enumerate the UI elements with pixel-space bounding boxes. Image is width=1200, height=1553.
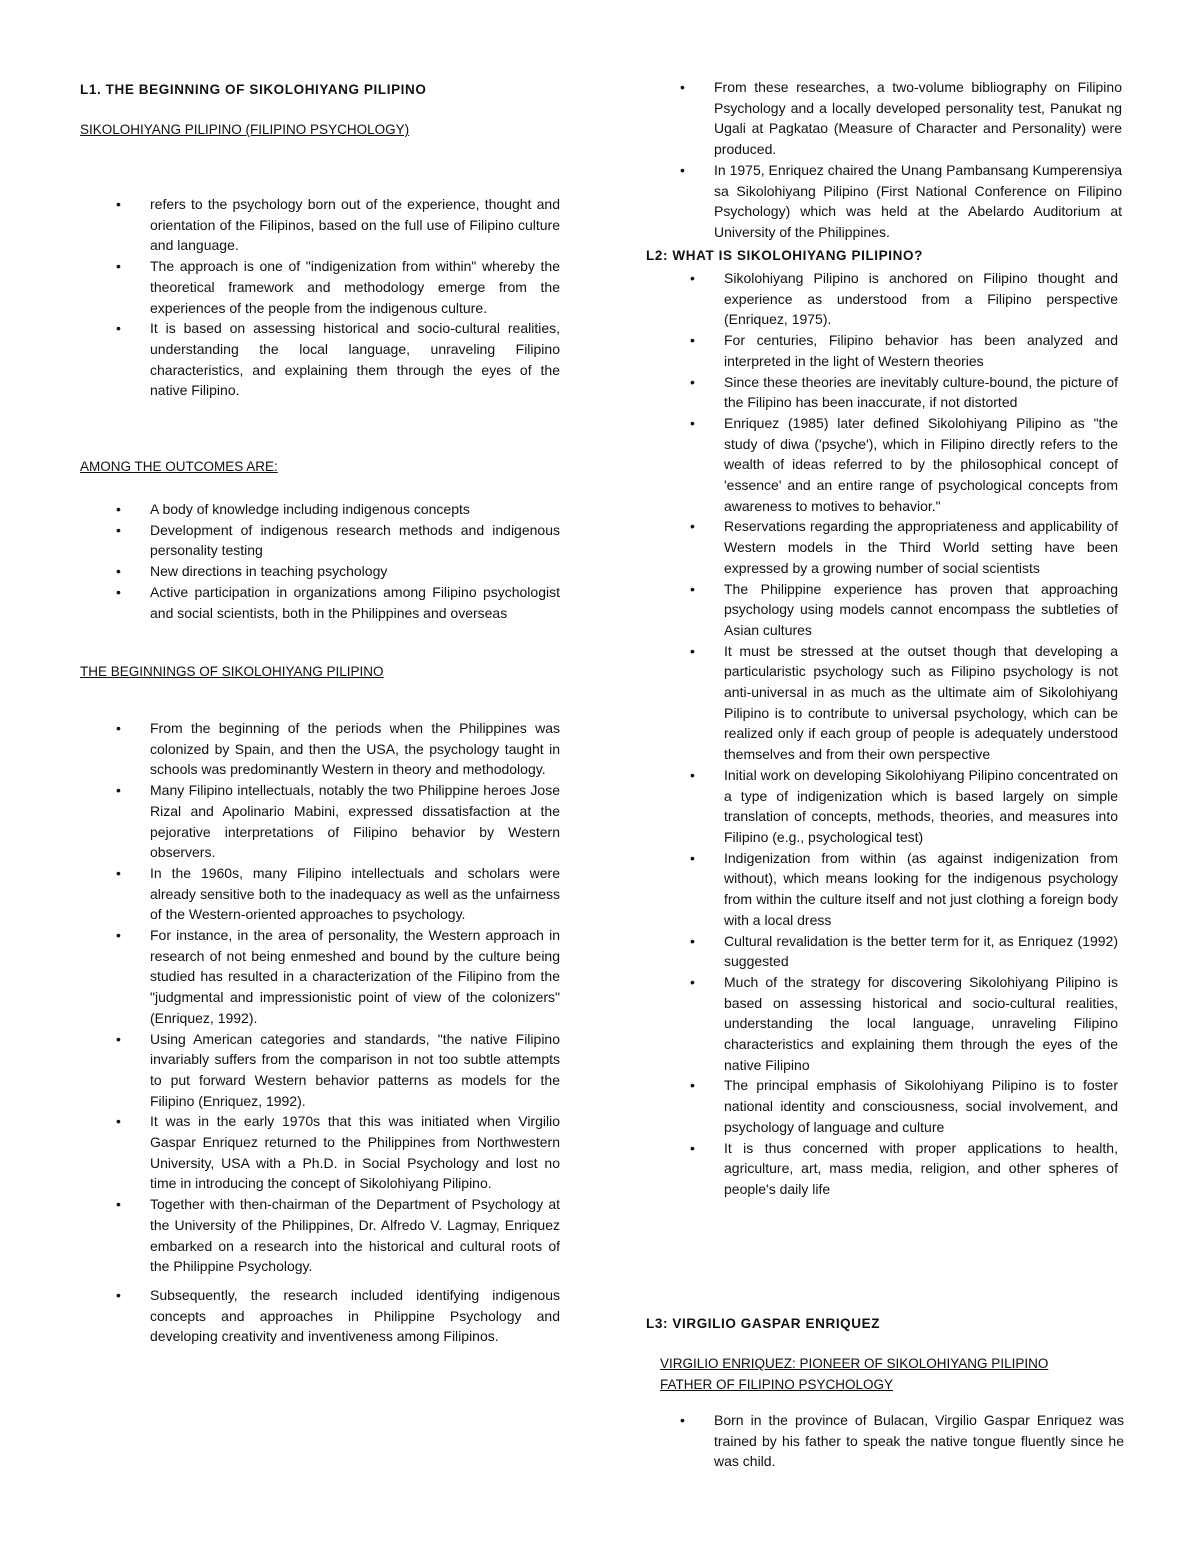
list-item: • Enriquez (1985) later defined Sikolohiyang Pilipino as "the study of diwa ('psyche'), which in Filipino directly refers to the wealth of ideas referred to by the philosophical concept of 'essence' and an entire range of psychological concepts from awareness to motives to behavior." — [724, 413, 1118, 517]
list-item: • It must be stressed at the outset though that developing a particularistic psychology such as Filipino psychology is not anti-universal in as much as the ultimate aim of Sikolohiyang Pilipino is to contribute to universal psychology, which can be realized only if each group of people is adequately understood themselves and from their own perspective — [724, 641, 1118, 765]
list-item: • refers to the psychology born out of the experience, thought and orientation of the Filipinos, based on the full use of Filipino culture and language. — [150, 194, 560, 256]
list-item: • New directions in teaching psychology — [150, 561, 560, 582]
list-item: • It is thus concerned with proper applications to health, agriculture, art, mass media, religion, and other spheres of people's daily life — [724, 1138, 1118, 1200]
list-item: • Much of the strategy for discovering Sikolohiyang Pilipino is based on assessing historical and socio-cultural realities, understanding the local language, unraveling Filipino characteristics and explaining them through the eyes of the native Filipino — [724, 972, 1118, 1076]
list-item: • It was in the early 1970s that this was initiated when Virgilio Gaspar Enriquez returned to the Philippines from Northwestern University, USA with a Ph.D. in Social Psychology and lost no time in introducing the concept of Sikolohiyang Pilipino. — [150, 1111, 560, 1194]
beginnings-heading: THE BEGINNINGS OF SIKOLOHIYANG PILIPINO — [80, 664, 384, 679]
outcomes-heading: AMONG THE OUTCOMES ARE: — [80, 459, 278, 474]
l3-list — [714, 1410, 1124, 1472]
l1-title: L1. THE BEGINNING OF SIKOLOHIYANG PILIPINO — [80, 82, 427, 97]
list-item: • The approach is one of "indigenization from within" whereby the theoretical framework and methodology emerge from the experiences of the people from the indigenous culture. — [150, 256, 560, 318]
list-item: • From the beginning of the periods when the Philippines was colonized by Spain, and then the USA, the psychology taught in schools was predominantly Western in theory and methodology. — [150, 718, 560, 780]
l2-title: L2: WHAT IS SIKOLOHIYANG PILIPINO? — [646, 248, 923, 263]
list-item: • A body of knowledge including indigenous concepts — [150, 499, 560, 520]
l3-title: L3: VIRGILIO GASPAR ENRIQUEZ — [646, 1316, 881, 1331]
list-item: • Initial work on developing Sikolohiyang Pilipino concentrated on a type of indigenization which is based largely on simple translation of concepts, methods, theories, and measures into Filipino (e.g., psychological test) — [724, 765, 1118, 848]
list-item: • For centuries, Filipino behavior has been analyzed and interpreted in the light of Western theories — [724, 330, 1118, 371]
list-item: • Many Filipino intellectuals, notably the two Philippine heroes Jose Rizal and Apolinario Mabini, expressed dissatisfaction at the pejorative interpretations of Filipino behavior by Western observers. — [150, 780, 560, 863]
research-list — [714, 77, 1122, 243]
list-item: • Together with then-chairman of the Department of Psychology at the University of the Philippines, Dr. Alfredo V. Lagmay, Enriquez embarked on a research into the historical and cultural roots of the Philippine Psychology. — [150, 1194, 560, 1277]
list-item: • In 1975, Enriquez chaired the Unang Pambansang Kumperensiya sa Sikolohiyang Pilipino (First National Conference on Filipino Psychology) which was held at the Abelardo Auditorium at University of the Philippines. — [714, 160, 1122, 243]
list-item: • For instance, in the area of personality, the Western approach in research of not being enmeshed and bound by the culture being studied has resulted in a characterization of the Filipino from the "judgmental and impressionistic point of view of the colonizers" (Enriquez, 1992). — [150, 925, 560, 1029]
beginnings-list — [150, 718, 560, 1347]
list-item: • Reservations regarding the appropriateness and applicability of Western models in the Third World setting have been expressed by a growing number of social scientists — [724, 516, 1118, 578]
definition-list — [150, 194, 560, 401]
list-item: • Since these theories are inevitably culture-bound, the picture of the Filipino has been inaccurate, if not distorted — [724, 372, 1118, 413]
l2-list — [724, 268, 1118, 1200]
list-item: • The Philippine experience has proven that approaching psychology using models cannot encompass the subtleties of Asian cultures — [724, 579, 1118, 641]
list-item: • It is based on assessing historical and socio-cultural realities, understanding the local language, unraveling Filipino characteristics, and explaining them through the eyes of the native Filipino. — [150, 318, 560, 401]
l3-subheading: VIRGILIO ENRIQUEZ: PIONEER OF SIKOLOHIYANG PILIPINO FATHER OF FILIPINO PSYCHOLOGY — [660, 1356, 1049, 1392]
list-item: • Development of indigenous research methods and indigenous personality testing — [150, 520, 560, 561]
list-item: • Sikolohiyang Pilipino is anchored on Filipino thought and experience as understood from a Filipino perspective (Enriquez, 1975). — [724, 268, 1118, 330]
list-item: • Indigenization from within (as against indigenization from without), which means looking for the indigenous psychology from within the culture itself and not just clothing a foreign body with a local dress — [724, 848, 1118, 931]
outcomes-list — [150, 499, 560, 623]
list-item: • The principal emphasis of Sikolohiyang Pilipino is to foster national identity and consciousness, social involvement, and psychology of language and culture — [724, 1075, 1118, 1137]
list-item: • Subsequently, the research included identifying indigenous concepts and approaches in Philippine Psychology and developing creativity and inventiveness among Filipinos. — [150, 1285, 560, 1347]
list-item: • Active participation in organizations among Filipino psychologist and social scientists, both in the Philippines and overseas — [150, 582, 560, 623]
list-item: • Born in the province of Bulacan, Virgilio Gaspar Enriquez was trained by his father to speak the native tongue fluently since he was child. — [714, 1410, 1124, 1472]
list-item: • Using American categories and standards, "the native Filipino invariably suffers from the comparison in not too subtle attempts to put forward Western behavior patterns as models for the Filipino (Enriquez, 1992). — [150, 1029, 560, 1112]
definition-heading: SIKOLOHIYANG PILIPINO (FILIPINO PSYCHOLOGY) — [80, 122, 410, 137]
list-item: • From these researches, a two-volume bibliography on Filipino Psychology and a locally developed personality test, Panukat ng Ugali at Pagkatao (Measure of Character and Personality) were produced. — [714, 77, 1122, 160]
list-item: • In the 1960s, many Filipino intellectuals and scholars were already sensitive both to the inadequacy as well as the unfairness of the Western-oriented approaches to psychology. — [150, 863, 560, 925]
list-item: • Cultural revalidation is the better term for it, as Enriquez (1992) suggested — [724, 931, 1118, 972]
